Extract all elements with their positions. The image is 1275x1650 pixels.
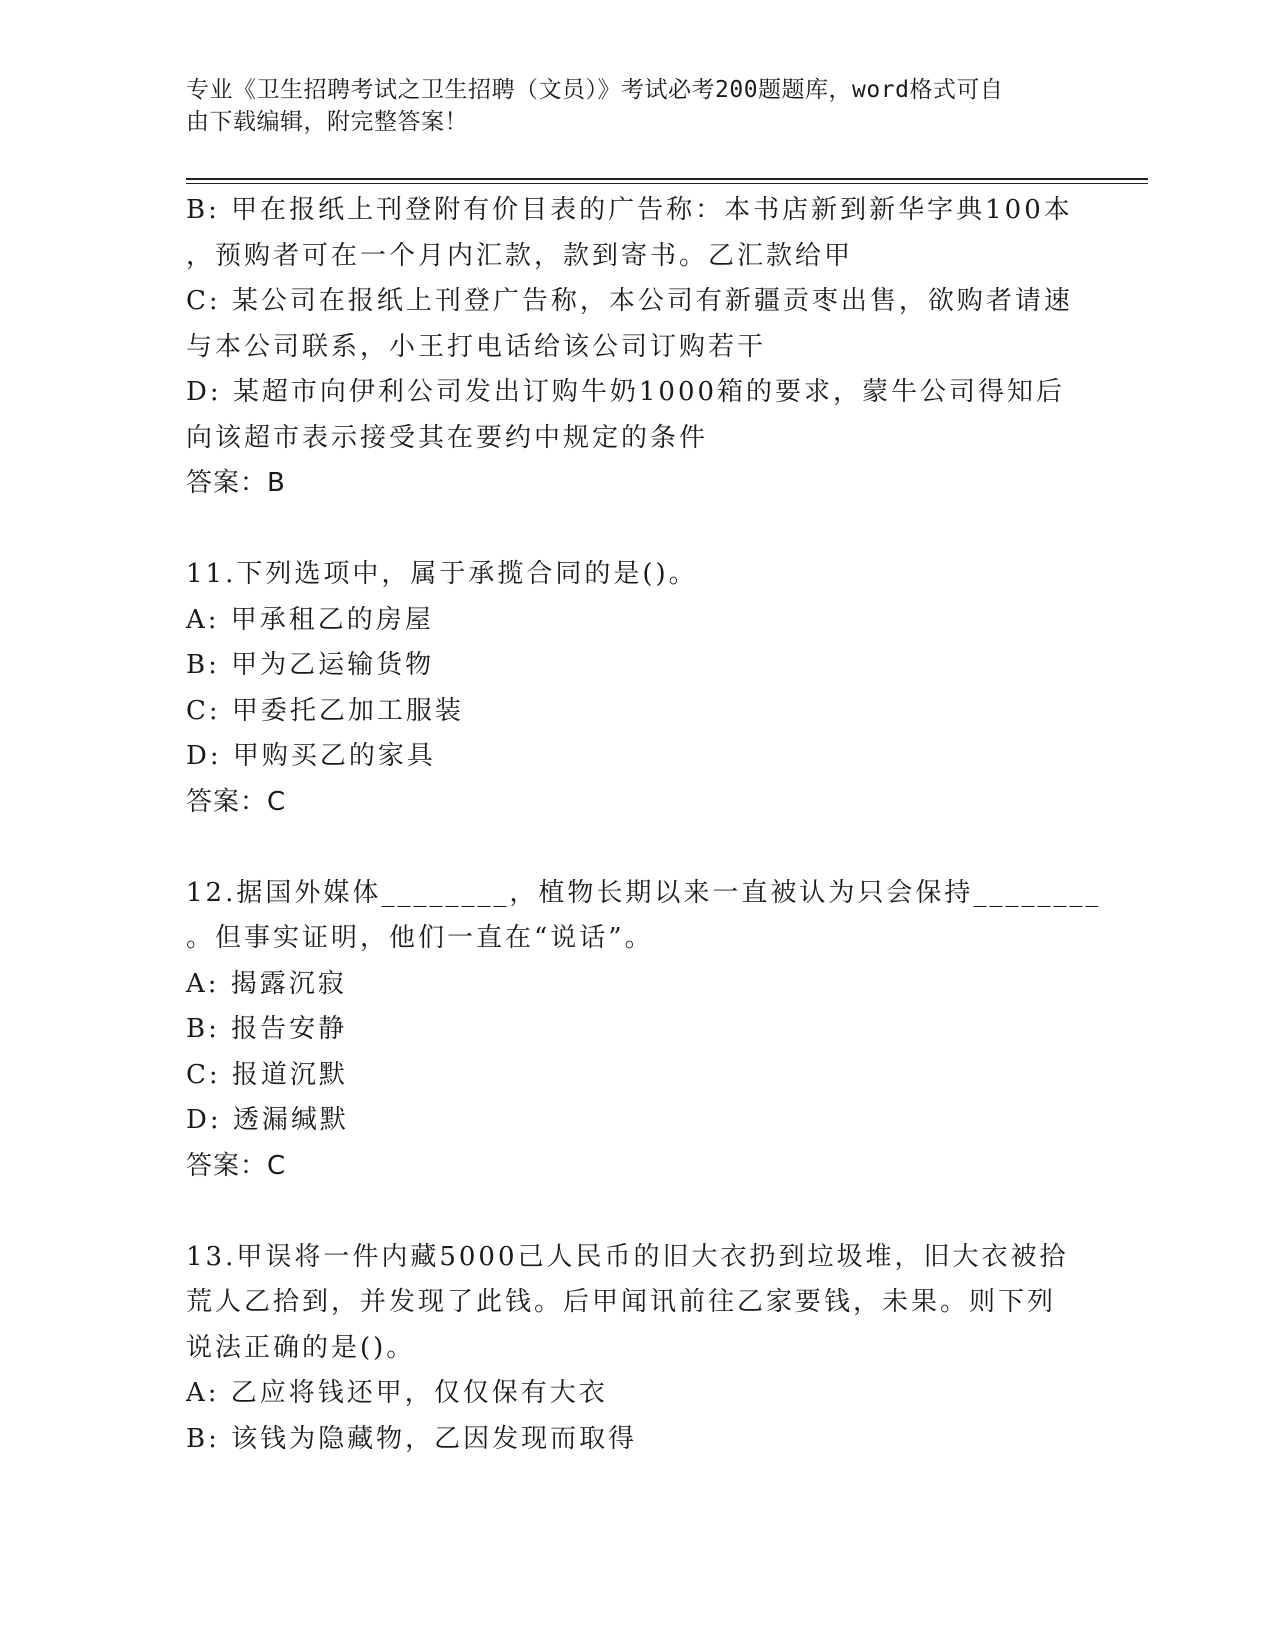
question-stem-line-2: 。但事实证明，他们一直在“说话”。 bbox=[186, 923, 654, 953]
question-11 bbox=[186, 552, 1076, 825]
answer-label: 答案：C bbox=[186, 786, 287, 817]
option-b: B: 该钱为隐藏物，乙因发现而取得 bbox=[186, 1423, 638, 1454]
document-header bbox=[186, 74, 1066, 138]
option-d: D: 甲购买乙的家具 bbox=[186, 741, 436, 771]
header-rule-thick bbox=[186, 178, 1148, 180]
question-stem: 11.下列选项中，属于承揽合同的是()。 bbox=[186, 559, 698, 589]
option-b-line-2: ，预购者可在一个月内汇款，款到寄书。乙汇款给甲 bbox=[186, 240, 854, 271]
option-b: B: 甲为乙运输货物 bbox=[186, 650, 435, 680]
header-line-1: 专业《卫生招聘考试之卫生招聘（文员）》考试必考200题题库，word格式可自 bbox=[186, 77, 1004, 103]
option-c-line-2: 与本公司联系，小王打电话给该公司订购若干 bbox=[186, 331, 767, 362]
header-rule-thin bbox=[186, 183, 1148, 184]
question-stem-line-1: 13.甲误将一件内藏5000己人民币的旧大衣扔到垃圾堆，旧大衣被拾 bbox=[186, 1241, 1069, 1272]
answer-label: 答案：B bbox=[186, 468, 286, 498]
question-10-continued bbox=[186, 188, 1076, 507]
option-b: B: 报告安静 bbox=[186, 1014, 348, 1044]
header-line-2: 由下载编辑，附完整答案！ bbox=[186, 109, 468, 135]
question-stem-line-1: 12.据国外媒体________，植物长期以来一直被认为只会保持________ bbox=[186, 877, 1102, 908]
question-spacer bbox=[186, 825, 1076, 871]
question-13 bbox=[186, 1235, 1076, 1463]
question-stem-line-3: 说法正确的是()。 bbox=[186, 1332, 416, 1363]
option-b-line-1: B: 甲在报纸上刊登附有价目表的广告称：本书店新到新华字典100本 bbox=[186, 195, 1073, 225]
option-d-line-1: D: 某超市向伊利公司发出订购牛奶1000箱的要求，蒙牛公司得知后 bbox=[186, 377, 1066, 407]
option-a: A: 乙应将钱还甲，仅仅保有大衣 bbox=[186, 1378, 608, 1408]
option-c: C: 甲委托乙加工服装 bbox=[186, 695, 464, 726]
option-a: A: 甲承租乙的房屋 bbox=[186, 604, 434, 635]
option-c-line-1: C: 某公司在报纸上刊登广告称，本公司有新疆贡枣出售，欲购者请速 bbox=[186, 286, 1073, 316]
option-a: A: 揭露沉寂 bbox=[186, 968, 347, 999]
question-spacer bbox=[186, 1189, 1076, 1235]
question-stem-line-2: 荒人乙拾到，并发现了此钱。后甲闻讯前往乙家要钱，未果。则下列 bbox=[186, 1287, 1057, 1317]
question-12 bbox=[186, 871, 1102, 1190]
question-spacer bbox=[186, 507, 1076, 553]
option-d: D: 透漏缄默 bbox=[186, 1105, 349, 1135]
question-list bbox=[186, 188, 1102, 1462]
option-d-line-2: 向该超市表示接受其在要约中规定的条件 bbox=[186, 422, 709, 453]
option-c: C: 报道沉默 bbox=[186, 1059, 348, 1090]
answer-label: 答案：C bbox=[186, 1150, 287, 1181]
